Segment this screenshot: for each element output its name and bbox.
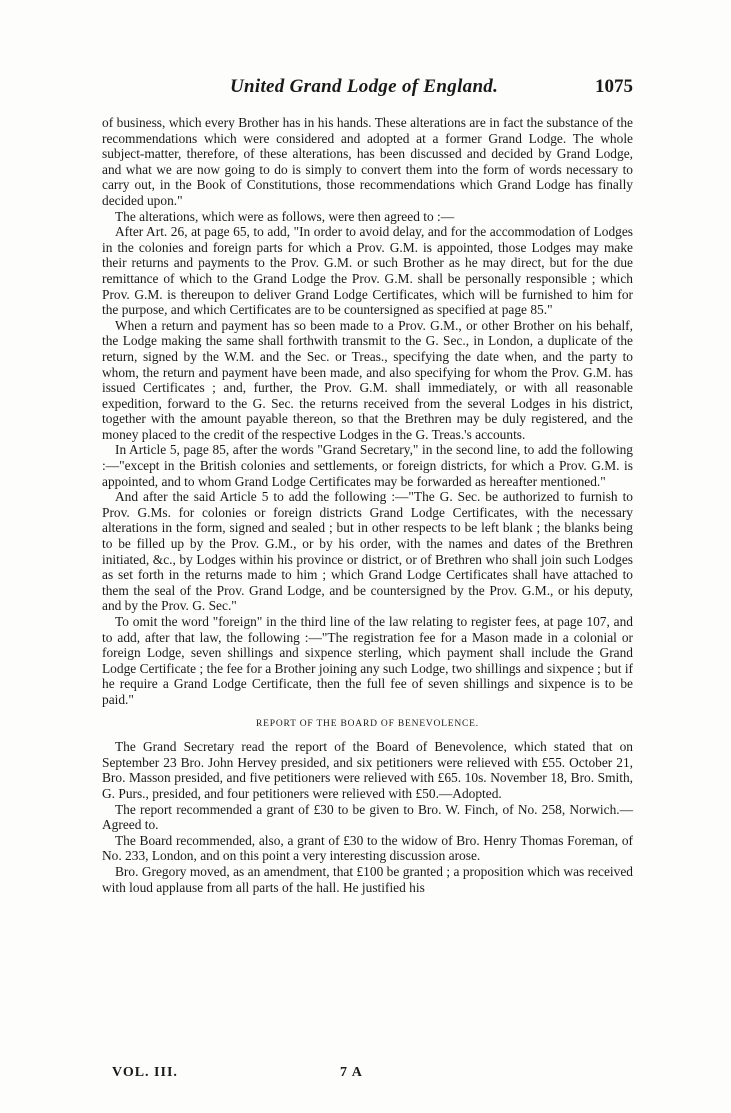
signature-mark: 7 A — [340, 1065, 363, 1080]
paragraph: The Board recommended, also, a grant of £30 to the widow of Bro. Henry Thomas Foreman, of No. 233, London, and on this point a very interesting discussion arose. — [102, 832, 633, 864]
page-footer — [112, 1065, 412, 1087]
paragraph: Bro. Gregory moved, as an amendment, that £100 be granted ; a proposition which was received with loud applause from all parts of the hall. He justified his — [102, 863, 633, 895]
paragraph: To omit the word "foreign" in the third line of the law relating to register fees, at page 107, and to add, after that law, the following :—"The registration fee for a Mason made in a colonial or foreign Lodge, seven shillings and sixpence sterling, which payment shall include the Grand Lodge Certificate ; the fee for a Brother joining any such Lodge, two shillings and sixpence ; but if he require a Grand Lodge Certificate, then the full fee of seven shillings and sixpence is to be paid." — [102, 614, 633, 707]
paragraph: of business, which every Brother has in his hands. These alterations are in fact the substance of the recommendations which were considered and adopted at a former Grand Lodge. The whole subject-matter, therefore, of these alterations, has been discussed and decided by Grand Lodge, and what we are now going to do is simply to convert them into the form of words necessary to carry out, in the Book of Constitutions, those recommendations which Grand Lodge has finally decided upon." — [102, 115, 633, 208]
paragraph: The report recommended a grant of £30 to be given to Bro. W. Finch, of No. 258, Norwich.—Agreed to. — [102, 801, 633, 833]
running-head — [100, 76, 633, 102]
paragraph: In Article 5, page 85, after the words "Grand Secretary," in the second line, to add the following :—"except in the British colonies and settlements, or foreign districts, for which a Prov. G.M. is appointed, and to whom Grand Lodge Certificates may be forwarded as hereafter mentioned." — [102, 442, 633, 489]
paragraph: The Grand Secretary read the report of the Board of Benevolence, which stated that on September 23 Bro. John Hervey presided, and six petitioners were relieved with £55. October 21, Bro. Masson presided, and five petitioners were relieved with £65. 10s. November 18, Bro. Smith, G. Purs., presided, and four petitioners were relieved with £50.—Adopted. — [102, 739, 633, 801]
volume-label: VOL. III. — [112, 1065, 178, 1080]
running-title: United Grand Lodge of England. — [230, 76, 499, 97]
section-heading: REPORT OF THE BOARD OF BENEVOLENCE. — [256, 718, 479, 729]
paragraph: After Art. 26, at page 65, to add, "In order to avoid delay, and for the accommodation of Lodges in the colonies and foreign parts for which a Prov. G.M. is appointed, those Lodges may make their returns and payments to the Prov. G.M. or such Brother as he may direct, but for the due remittance of which to the Grand Lodge the Prov. G.M. shall be personally responsible ; which Prov. G.M. is thereupon to deliver Grand Lodge Certificates, which will be furnished to him for the purpose, and which Certificates are to be countersigned as specified at page 85." — [102, 224, 633, 318]
paragraph: And after the said Article 5 to add the following :—"The G. Sec. be authorized to furnish to Prov. G.Ms. for colonies or foreign districts Grand Lodge Certificates, with the necessary alterations in the form, signed and sealed ; but in other respects to be left blank ; the blanks being to be filled up by the Prov. G.M., or by his order, with the names and dates of the Brethren initiated, &c., by Lodges within his province or district, or of Brethren who shall join such Lodges as set forth in the returns made to him ; which Grand Lodge Certificates shall have attached to them the seal of the Prov. Grand Lodge, and be countersigned by the Prov. G.M., or his deputy, and by the Prov. G. Sec." — [102, 489, 633, 614]
page-number: 1075 — [595, 76, 633, 97]
paragraph: When a return and payment has so been made to a Prov. G.M., or other Brother on his behalf, the Lodge making the same shall forthwith transmit to the G. Sec., in London, a duplicate of the return, signed by the W.M. and the Sec. or Treas., specifying the date when, and the party to whom, the return and payment have been made, and also specifying for whom the Prov. G.M. has issued Certificates ; and, further, the Prov. G.M. shall immediately, or with all reasonable expedition, forward to the G. Sec. the returns received from the several Lodges in his district, together with the amount payable thereon, so that the Brethren may be duly registered, and the money placed to the credit of the respective Lodges in the G. Treas.'s accounts. — [102, 317, 633, 442]
paragraph: The alterations, which were as follows, were then agreed to :— — [115, 208, 455, 224]
body-text — [102, 115, 633, 895]
